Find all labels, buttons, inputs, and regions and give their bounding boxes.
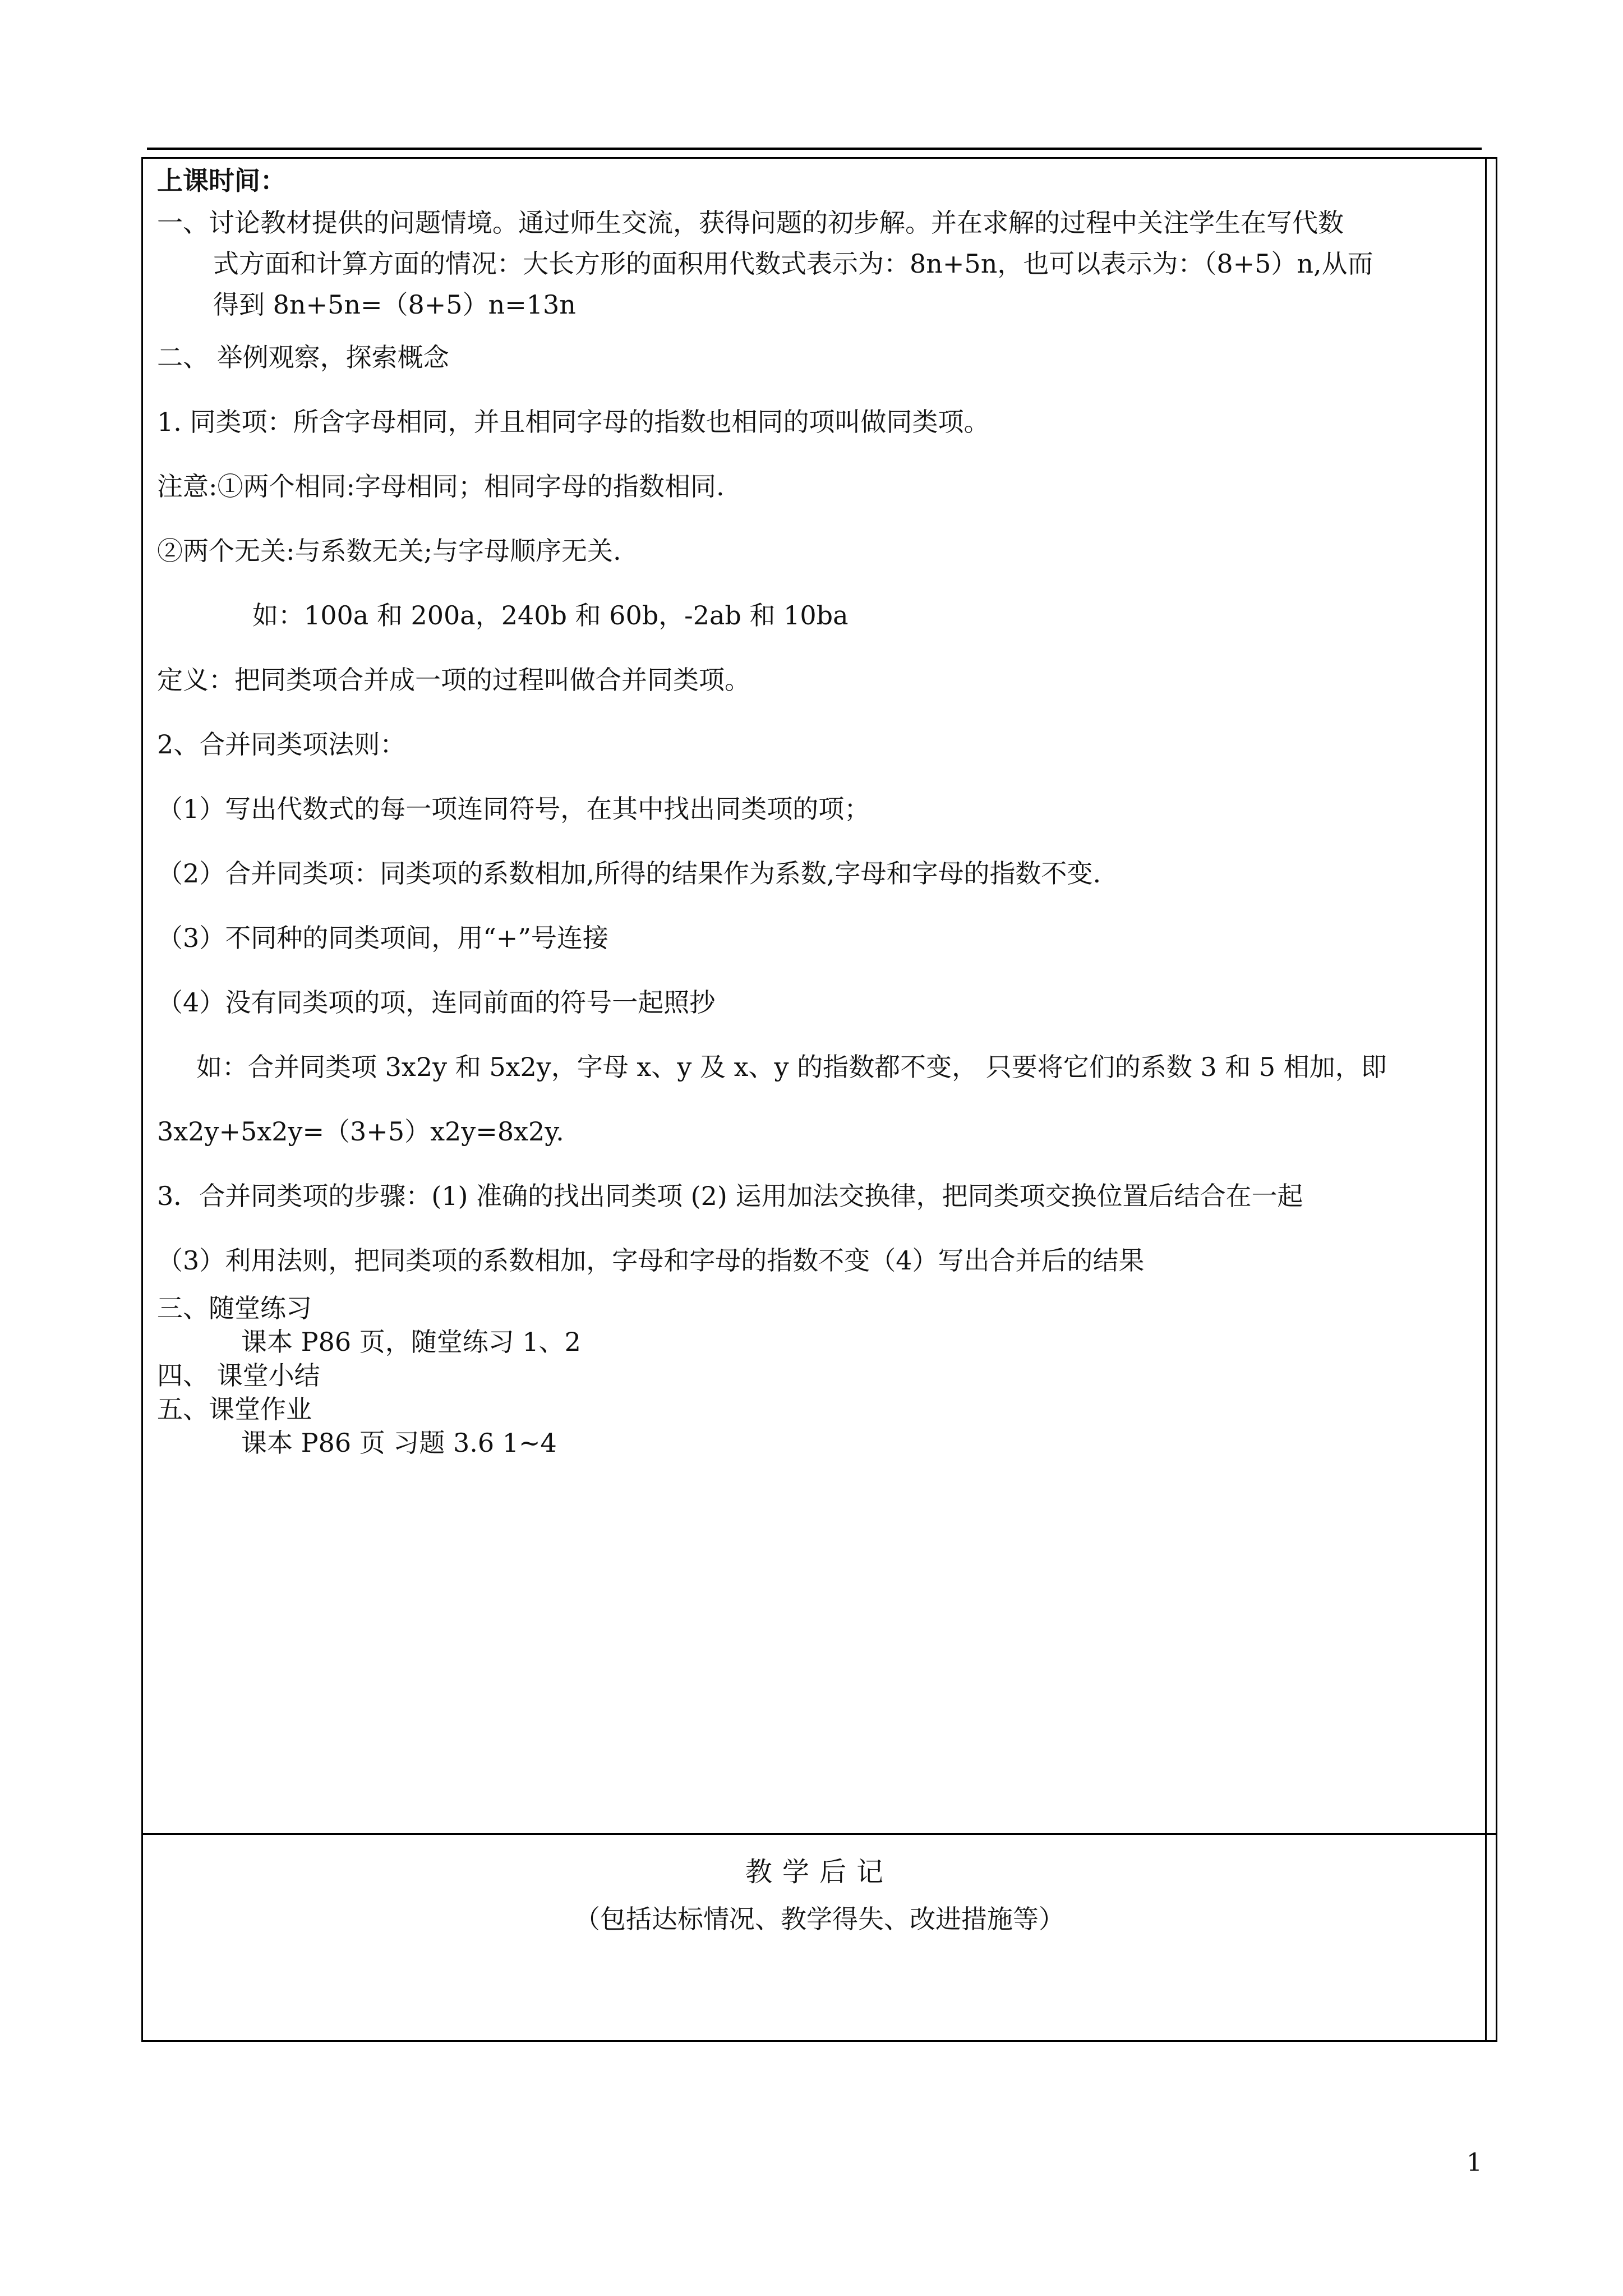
rule-item: （2）合并同类项：同类项的系数相加,所得的结果作为系数,字母和字母的指数不变. [157, 858, 1101, 889]
text-line: 一、讨论教材提供的问题情境。通过师生交流，获得问题的初步解。并在求解的过程中关注学生在写代数 [157, 208, 1344, 238]
top-rule [147, 148, 1482, 150]
text-line: 得到 8n+5n=（8+5）n=13n [213, 289, 576, 320]
text-line: 注意:①两个相同:字母相同；相同字母的指数相同. [157, 471, 725, 501]
example-line: 如：合并同类项 3x2y 和 5x2y，字母 x、y 及 x、y 的指数都不变， 只要将它们的系数 3 和 5 相加，即 [196, 1052, 1387, 1082]
lesson-table [141, 157, 1497, 2042]
section-heading: 三、随堂练习 [157, 1293, 312, 1323]
section-heading: 2、合并同类项法则： [157, 729, 406, 760]
section-heading: 五、课堂作业 [157, 1394, 312, 1424]
rule-item: （1）写出代数式的每一项连同符号，在其中找出同类项的项； [157, 794, 870, 824]
section-heading: 二、 举例观察，探索概念 [157, 342, 449, 372]
class-time-label: 上课时间： [157, 165, 286, 196]
page-number: 1 [1467, 2148, 1482, 2177]
teaching-notes-subtitle: （包括达标情况、教学得失、改进措施等） [574, 1904, 1064, 1934]
text-line: 课本 P86 页，随堂练习 1、2 [241, 1327, 581, 1357]
example-line: 3x2y+5x2y=（3+5）x2y=8x2y. [157, 1116, 564, 1147]
rule-item: （3）不同种的同类项间，用“+”号连接 [157, 923, 608, 953]
steps-line: （3）利用法则，把同类项的系数相加，字母和字母的指数不变（4）写出合并后的结果 [157, 1245, 1145, 1276]
rule-item: （4）没有同类项的项，连同前面的符号一起照抄 [157, 987, 716, 1018]
text-line: 课本 P86 页 习题 3.6 1~4 [241, 1428, 557, 1458]
steps-line: 3．合并同类项的步骤：(1) 准确的找出同类项 (2) 运用加法交换律，把同类项交换位置后结合在一起 [157, 1181, 1303, 1211]
table-inner-border [1485, 157, 1487, 2042]
footer-divider [141, 1833, 1497, 1835]
text-line: 1. 同类项：所含字母相同，并且相同字母的指数也相同的项叫做同类项。 [157, 407, 990, 437]
teaching-notes-title: 教学后记 [745, 1856, 893, 1888]
text-line: 式方面和计算方面的情况：大长方形的面积用代数式表示为：8n+5n，也可以表示为：（8+5）n,从而 [213, 249, 1373, 279]
text-line: ②两个无关:与系数无关;与字母顺序无关. [157, 536, 621, 566]
example-line: 如：100a 和 200a，240b 和 60b，-2ab 和 10ba [252, 600, 849, 631]
section-heading: 四、 课堂小结 [157, 1360, 320, 1391]
definition-line: 定义：把同类项合并成一项的过程叫做合并同类项。 [157, 665, 750, 695]
